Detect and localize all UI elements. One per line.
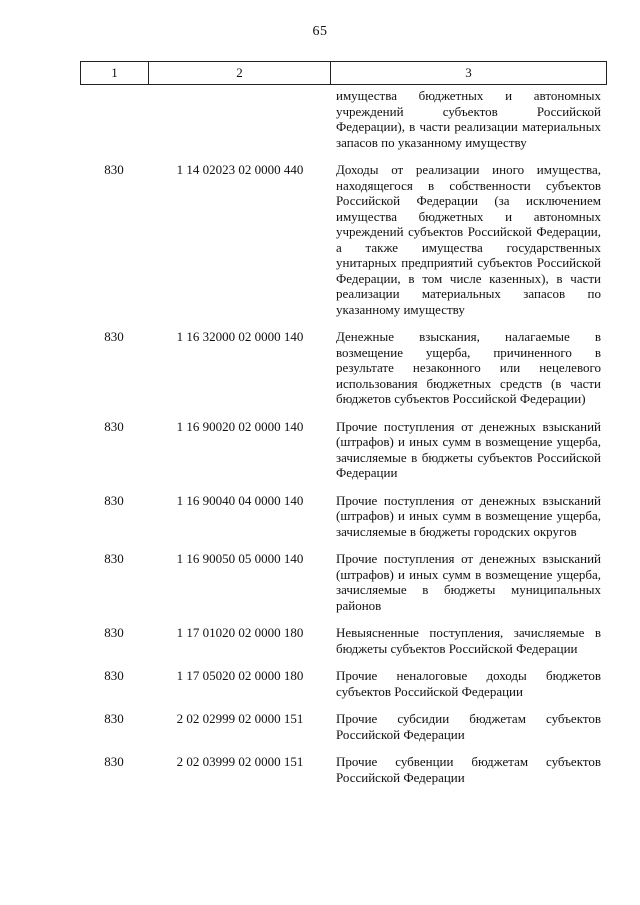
admin-code-cell: 830 (104, 492, 124, 508)
income-name-cell: Прочие поступления от денежных взысканий (штрафов) и иных сумм в возмещение ущерба, зачисляемые в бюджеты городских округов (336, 492, 601, 539)
admin-code-cell: 830 (104, 551, 124, 566)
table-row (80, 88, 607, 150)
income-name-cell: Прочие субсидии бюджетам субъектов Российской Федерации (336, 711, 601, 742)
table-row (80, 162, 607, 317)
budget-code-cell: 2 02 03999 02 0000 151 (176, 754, 304, 769)
admin-code-cell: 830 (104, 162, 124, 177)
header-column-3: 3 (465, 65, 472, 80)
admin-code-cell: 830 (104, 329, 124, 344)
table-row (80, 625, 607, 656)
admin-code-cell: 830 (104, 711, 124, 726)
table-header (80, 61, 607, 85)
admin-code-cell: 830 (104, 418, 124, 434)
income-name-cell: Прочие поступления от денежных взысканий (штрафов) и иных сумм в возмещение ущерба, зачисляемые в бюджеты субъектов Российской Федерации (336, 418, 601, 480)
page-number: 65 (312, 24, 328, 39)
income-name-cell: имущества бюджетных и автономных учреждений субъектов Российской Федерации), в части реализации материальных запасов по указанному имуществу (336, 88, 601, 150)
budget-code-cell: 1 16 32000 02 0000 140 (176, 329, 304, 344)
budget-code-cell: 2 02 02999 02 0000 151 (176, 711, 304, 726)
admin-code-cell: 830 (104, 668, 124, 683)
income-name-cell: Прочие неналоговые доходы бюджетов субъектов Российской Федерации (336, 668, 601, 699)
budget-code-cell: 1 16 90020 02 0000 140 (176, 418, 304, 434)
income-name-cell: Доходы от реализации иного имущества, находящегося в собственности субъектов Российской Федерации (за исключением имущества бюджетных и автономных учреждений субъектов Российской Федерации, а также имущества государственных унитарных предприятий субъектов Российской Федерации, в том числе казенных), в части реализации материальных запасов по указанному имуществу (336, 162, 601, 317)
table-row (80, 551, 607, 613)
admin-code-cell: 830 (104, 625, 124, 640)
budget-code-cell: 1 17 01020 02 0000 180 (176, 625, 304, 640)
table-row (80, 419, 607, 481)
income-name-cell: Прочие субвенции бюджетам субъектов Российской Федерации (336, 754, 601, 785)
budget-codes-table (80, 61, 607, 785)
header-column-1: 1 (81, 62, 149, 84)
admin-code-cell (80, 88, 148, 150)
admin-code-cell: 830 (104, 754, 124, 769)
table-row (80, 329, 607, 407)
table-row (80, 754, 607, 785)
income-name-cell: Прочие поступления от денежных взысканий (штрафов) и иных сумм в возмещение ущерба, зачисляемые в бюджеты муниципальных районов (336, 551, 601, 613)
income-name-cell: Невыясненные поступления, зачисляемые в бюджеты субъектов Российской Федерации (336, 625, 601, 656)
budget-code-cell: 1 16 90040 04 0000 140 (176, 492, 304, 508)
budget-code-cell: 1 14 02023 02 0000 440 (176, 162, 304, 177)
table-row (80, 668, 607, 699)
table-row (80, 493, 607, 540)
budget-code-cell (148, 88, 330, 150)
header-column-2: 2 (149, 62, 331, 84)
budget-code-cell: 1 17 05020 02 0000 180 (176, 668, 304, 683)
budget-code-cell: 1 16 90050 05 0000 140 (176, 551, 304, 566)
income-name-cell: Денежные взыскания, налагаемые в возмещение ущерба, причиненного в результате незаконного или нецелевого использования бюджетных средств (в части бюджетов субъектов Российской Федерации) (336, 329, 601, 406)
table-row (80, 711, 607, 742)
